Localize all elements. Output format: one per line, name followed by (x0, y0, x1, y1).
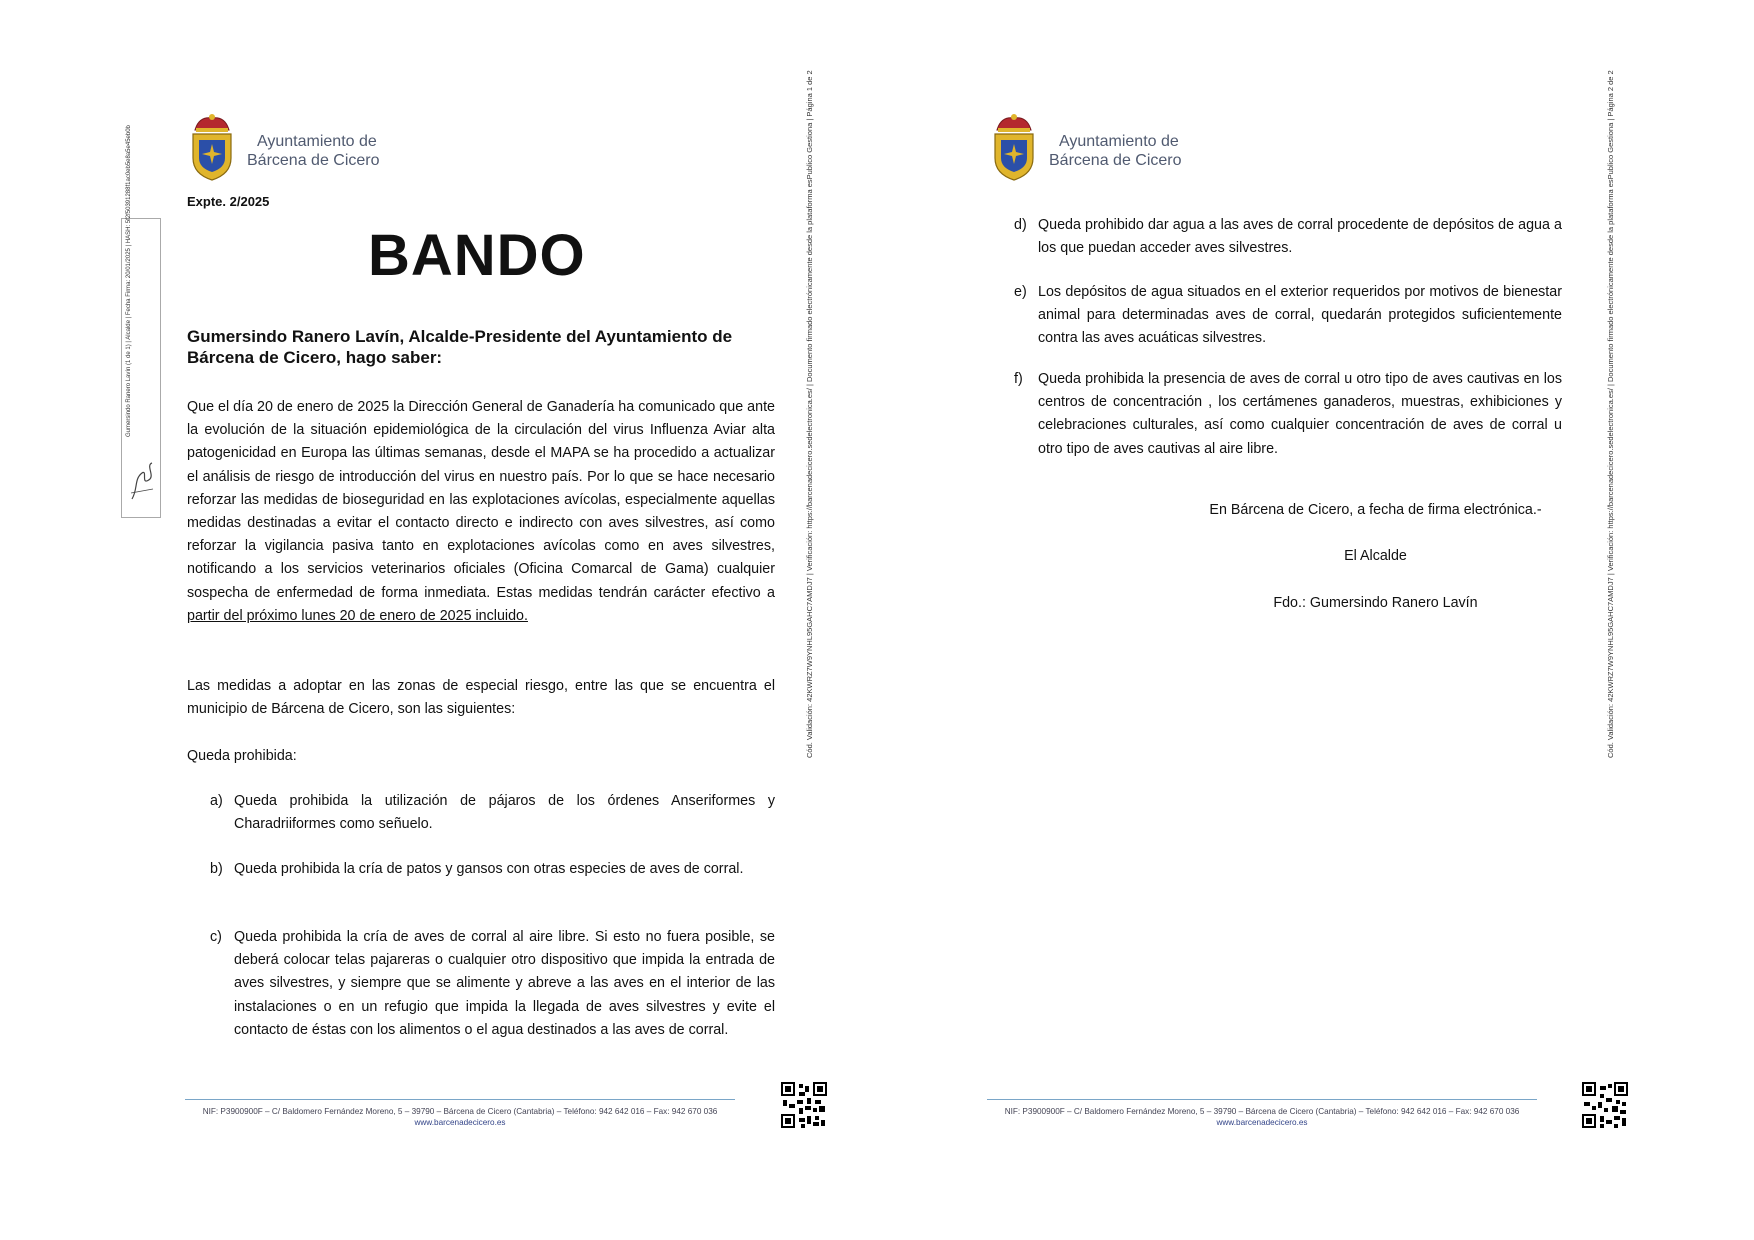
list-item-letter: b) (210, 861, 223, 877)
page-footer (170, 1106, 750, 1128)
qr-code-icon (1582, 1082, 1628, 1128)
closing-signature-name: Fdo.: Gumersindo Ranero Lavín (1273, 595, 1478, 611)
footer-website: www.barcenadecicero.es (1216, 1118, 1308, 1127)
closing-place-date: En Bárcena de Cicero, a fecha de firma electrónica.- (1209, 502, 1542, 518)
footer-rule (185, 1099, 735, 1100)
org-name-line2: Bárcena de Cicero (1049, 152, 1182, 169)
list-item-letter: d) (1014, 217, 1027, 233)
footer-website: www.barcenadecicero.es (414, 1118, 506, 1127)
signature-stamp-text: Gumersindo Ranero Lavín (1 de 1) | Alcalde | Fecha Firma: 20/01/2025 | HASH: 5f2f50391288f1ac0eb5e8a5e45eb0b (126, 125, 132, 437)
file-number: Expte. 2/2025 (187, 194, 270, 209)
org-name-line1: Ayuntamiento de (257, 133, 377, 150)
intro-text: Que el día 20 de enero de 2025 la Dirección General de Ganadería ha comunicado que ante la evolución de la situación epidemiológica de la circulación del virus Influenza Aviar alta patogenicidad en Europa las últimas semanas, desde el MAPA se ha procedido a actualizar el análisis de riesgo de introducción del virus en nuestro país. Por lo que se hace necesario reforzar las medidas de bioseguridad en las explotaciones avícolas, especialmente aquellas medidas destinadas a evitar el contacto directo e indirecto con aves silvestres, así como reforzar la vigilancia pasiva tanto en explotaciones avícolas como en aves silvestres, notificando a los servicios veterinarios oficiales (Oficina Comarcal de Gama) cualquier sospecha de enfermedad de forma inmediata. Estas medidas tendrán carácter efectivo a (187, 399, 775, 601)
list-item-text: Queda prohibida la cría de aves de corral al aire libre. Si esto no fuera posible, se deberá colocar telas pajareras o cualquier otro dispositivo que impida la entrada de aves silvestres, y siempre que se alimente y abreve a las aves en el interior de las instalaciones o en un refugio que impida la llegada de aves silvestres y evite el contacto de éstas con los alimentos o el agua destinados a las aves de corral. (234, 929, 775, 1038)
list-item-text: Queda prohibida la cría de patos y gansos con otras especies de aves de corral. (234, 861, 744, 877)
municipal-logo (989, 112, 1249, 184)
measures-paragraph: Las medidas a adoptar en las zonas de especial riesgo, entre las que se encuentra el municipio de Bárcena de Cicero, son las siguientes: (187, 678, 775, 718)
footer-rule (987, 1099, 1537, 1100)
document-heading: Gumersindo Ranero Lavín, Alcalde-Presidente del Ayuntamiento de Bárcena de Cicero, hago saber: (187, 327, 733, 367)
org-name-line2: Bárcena de Cicero (247, 152, 380, 169)
list-item-letter: e) (1014, 284, 1027, 300)
closing-role: El Alcalde (1344, 548, 1407, 564)
verification-side-text: Cód. Validación: 42KWRZ7W9YNHL95GAHC7AMDJ7 | Verificación: https://barcenadecicero.sedelectronica.es/ | Documento firmado electrónicamente desde la plataforma esPublico Gestiona | Página 2 de 2 (1606, 70, 1615, 758)
intro-paragraph (187, 396, 775, 628)
list-item-text: Queda prohibida la utilización de pájaros de los órdenes Anseriformes y Charadriiformes como señuelo. (234, 793, 775, 833)
verification-side-text: Cód. Validación: 42KWRZ7W9YNHL95GAHC7AMDJ7 | Verificación: https://barcenadecicero.sedelectronica.es/ | Documento firmado electrónicamente desde la plataforma esPublico Gestiona | Página 1 de 2 (805, 70, 814, 758)
list-item-letter: a) (210, 793, 223, 809)
coat-of-arms-icon (187, 112, 237, 184)
signature-scribble-icon (128, 459, 156, 503)
intro-effective-date: partir del próximo lunes 20 de enero de 2025 incluido. (187, 607, 528, 624)
document-page-2 (877, 0, 1754, 1240)
list-item-letter: c) (210, 929, 222, 945)
list-item-text: Los depósitos de agua situados en el exterior requeridos por motivos de bienestar animal para determinadas aves de corral, quedarán protegidos suficientemente contra las aves acuáticas silvestres. (1038, 284, 1562, 347)
municipal-logo (187, 112, 447, 184)
list-item-text: Queda prohibida la presencia de aves de corral u otro tipo de aves cautivas en los centros de concentración , los certámenes ganaderos, muestras, exhibiciones y celebraciones culturales, así como cualquier concentración de aves de corral u otro tipo de aves cautivas al aire libre. (1038, 371, 1562, 457)
page-footer (972, 1106, 1552, 1128)
signature-stamp (121, 125, 161, 518)
document-title: BANDO (368, 223, 586, 288)
org-name-line1: Ayuntamiento de (1059, 133, 1179, 150)
list-item-text: Queda prohibido dar agua a las aves de corral procedente de depósitos de agua a los que puedan acceder aves silvestres. (1038, 217, 1562, 257)
prohibited-label: Queda prohibida: (187, 748, 297, 764)
qr-code-icon (781, 1082, 827, 1128)
footer-address: NIF: P3900900F – C/ Baldomero Fernández Moreno, 5 – 39790 – Bárcena de Cicero (Cantabria) – Teléfono: 942 642 016 – Fax: 942 670 036 (202, 1107, 718, 1116)
list-item-letter: f) (1014, 371, 1023, 387)
coat-of-arms-icon (989, 112, 1039, 184)
footer-address: NIF: P3900900F – C/ Baldomero Fernández Moreno, 5 – 39790 – Bárcena de Cicero (Cantabria) – Teléfono: 942 642 016 – Fax: 942 670 036 (1004, 1107, 1520, 1116)
